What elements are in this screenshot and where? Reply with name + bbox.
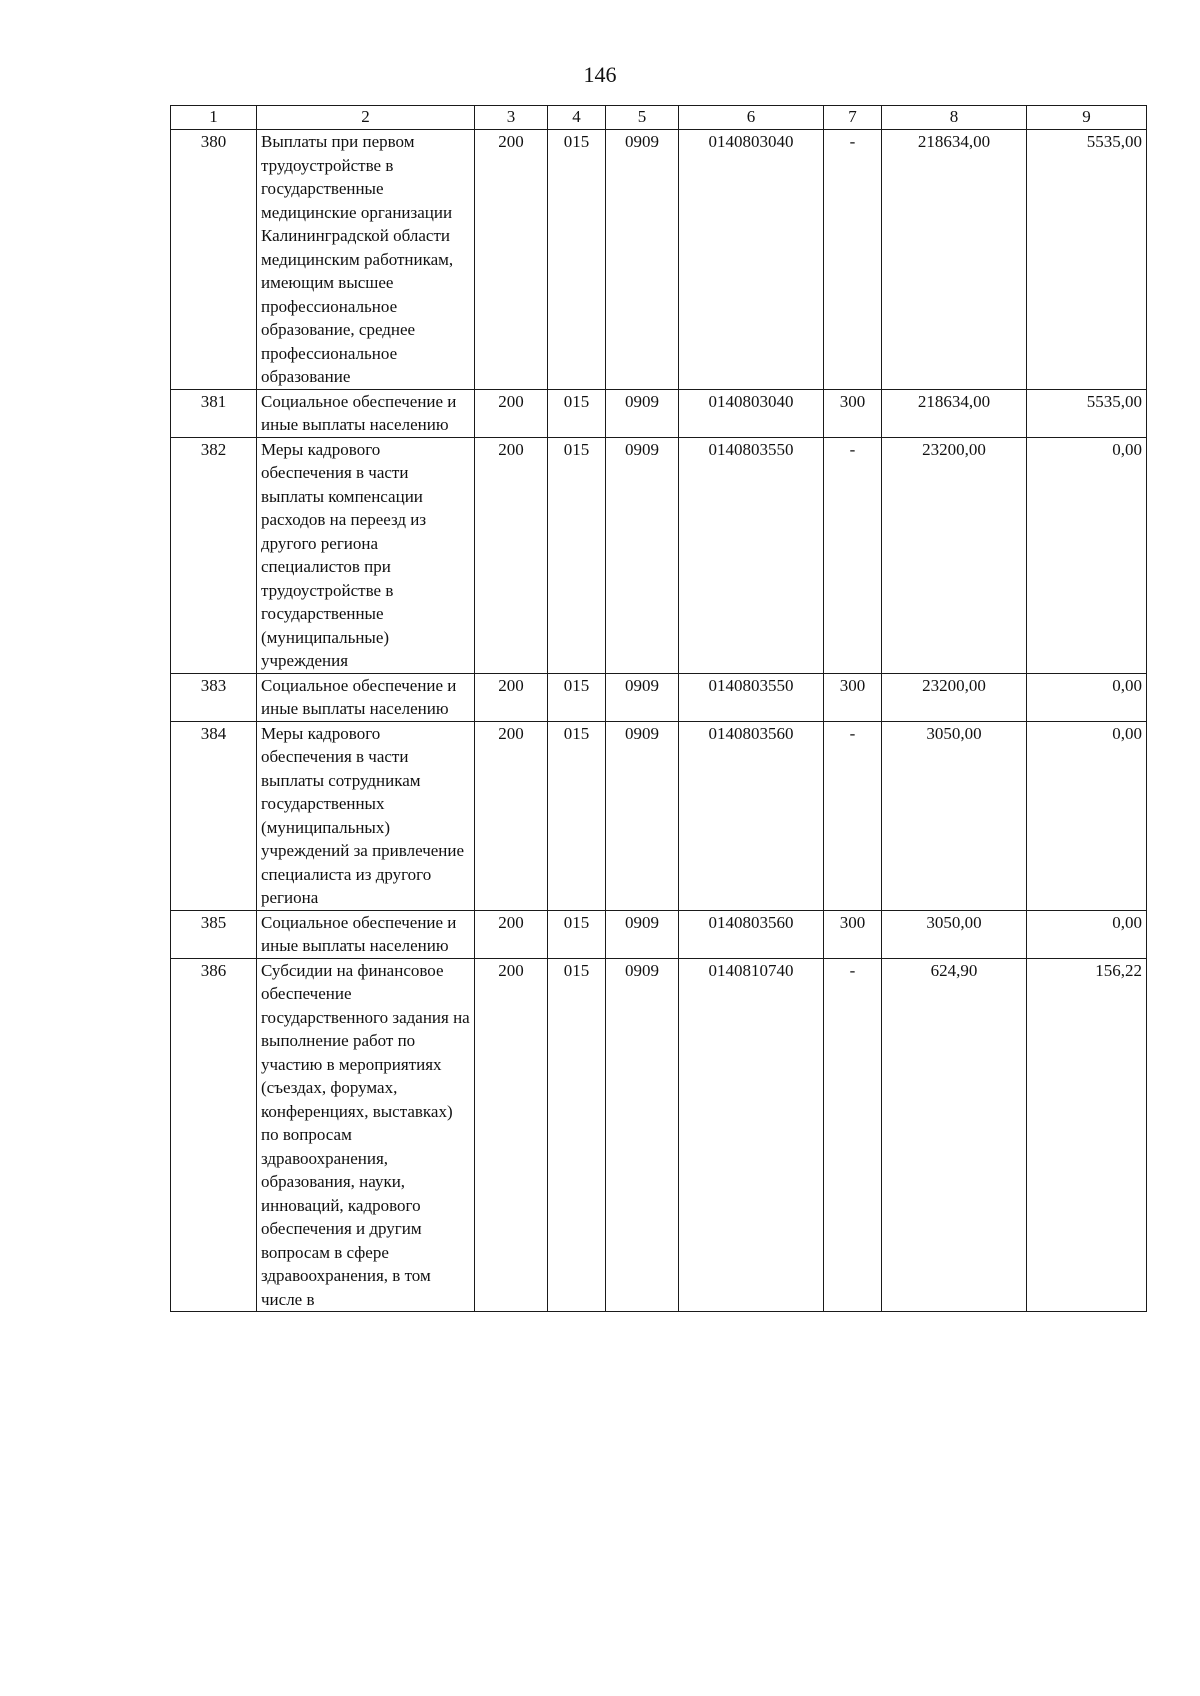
row-col6: 0140803560 [679,721,824,910]
row-col3: 200 [475,910,548,958]
row-number: 383 [171,673,257,721]
row-number: 385 [171,910,257,958]
row-col4: 015 [548,130,606,390]
row-col9: 0,00 [1027,437,1147,673]
page-number-wrapper [0,62,1200,88]
table-row [171,130,1147,390]
header-cell-9: 9 [1027,106,1147,130]
row-col6: 0140810740 [679,958,824,1312]
row-number: 380 [171,130,257,390]
header-cell-1: 1 [171,106,257,130]
row-col5: 0909 [606,437,679,673]
row-col4: 015 [548,958,606,1312]
row-col7: 300 [824,389,882,437]
row-name: Меры кадрового обеспечения в части выплаты сотрудникам государственных (муниципальных) учреждений за привлечение специалиста из другого региона [257,721,475,910]
row-name: Субсидии на финансовое обеспечение государственного задания на выполнение работ по участию в мероприятиях (съездах, форумах, конференциях, выставках) по вопросам здравоохранения, образования, науки, инноваций, кадрового обеспечения и другим вопросам в сфере здравоохранения, в том числе в [257,958,475,1312]
row-col9: 5535,00 [1027,389,1147,437]
row-col4: 015 [548,721,606,910]
row-col3: 200 [475,437,548,673]
table-row [171,389,1147,437]
row-col7: - [824,130,882,390]
row-col7: 300 [824,910,882,958]
row-col6: 0140803040 [679,389,824,437]
row-number: 382 [171,437,257,673]
row-col8: 23200,00 [882,437,1027,673]
row-col9: 0,00 [1027,910,1147,958]
row-col8: 624,90 [882,958,1027,1312]
row-number: 386 [171,958,257,1312]
row-col4: 015 [548,437,606,673]
header-cell-6: 6 [679,106,824,130]
table-row [171,958,1147,1312]
row-name: Социальное обеспечение и иные выплаты населению [257,673,475,721]
budget-table [170,105,1147,1312]
row-col5: 0909 [606,673,679,721]
row-col8: 218634,00 [882,130,1027,390]
table-body [171,130,1147,1312]
row-col4: 015 [548,389,606,437]
row-number: 381 [171,389,257,437]
row-col9: 5535,00 [1027,130,1147,390]
row-col5: 0909 [606,389,679,437]
row-col9: 156,22 [1027,958,1147,1312]
row-col3: 200 [475,130,548,390]
header-cell-3: 3 [475,106,548,130]
row-col3: 200 [475,958,548,1312]
header-cell-2: 2 [257,106,475,130]
row-name: Социальное обеспечение и иные выплаты населению [257,389,475,437]
header-cell-5: 5 [606,106,679,130]
row-col7: - [824,437,882,673]
row-col3: 200 [475,389,548,437]
table-row [171,910,1147,958]
row-col3: 200 [475,673,548,721]
table-row [171,673,1147,721]
row-col5: 0909 [606,958,679,1312]
header-row [171,106,1147,130]
row-col6: 0140803560 [679,910,824,958]
header-cell-7: 7 [824,106,882,130]
row-col9: 0,00 [1027,721,1147,910]
row-col9: 0,00 [1027,673,1147,721]
row-col3: 200 [475,721,548,910]
row-col5: 0909 [606,130,679,390]
table-row [171,437,1147,673]
row-col7: - [824,958,882,1312]
row-name: Меры кадрового обеспечения в части выплаты компенсации расходов на переезд из другого региона специалистов при трудоустройстве в государственные (муниципальные) учреждения [257,437,475,673]
row-col8: 218634,00 [882,389,1027,437]
row-col6: 0140803040 [679,130,824,390]
header-cell-8: 8 [882,106,1027,130]
row-col5: 0909 [606,910,679,958]
row-col4: 015 [548,673,606,721]
row-number: 384 [171,721,257,910]
row-name: Выплаты при первом трудоустройстве в государственные медицинские организации Калининградской области медицинским работникам, имеющим высшее профессиональное образование, среднее профессиональное образование [257,130,475,390]
row-name: Социальное обеспечение и иные выплаты населению [257,910,475,958]
row-col6: 0140803550 [679,437,824,673]
row-col4: 015 [548,910,606,958]
row-col7: - [824,721,882,910]
table-header [171,106,1147,130]
page-number: 146 [583,62,617,87]
row-col7: 300 [824,673,882,721]
row-col6: 0140803550 [679,673,824,721]
header-cell-4: 4 [548,106,606,130]
row-col8: 23200,00 [882,673,1027,721]
row-col8: 3050,00 [882,910,1027,958]
row-col5: 0909 [606,721,679,910]
table-row [171,721,1147,910]
row-col8: 3050,00 [882,721,1027,910]
